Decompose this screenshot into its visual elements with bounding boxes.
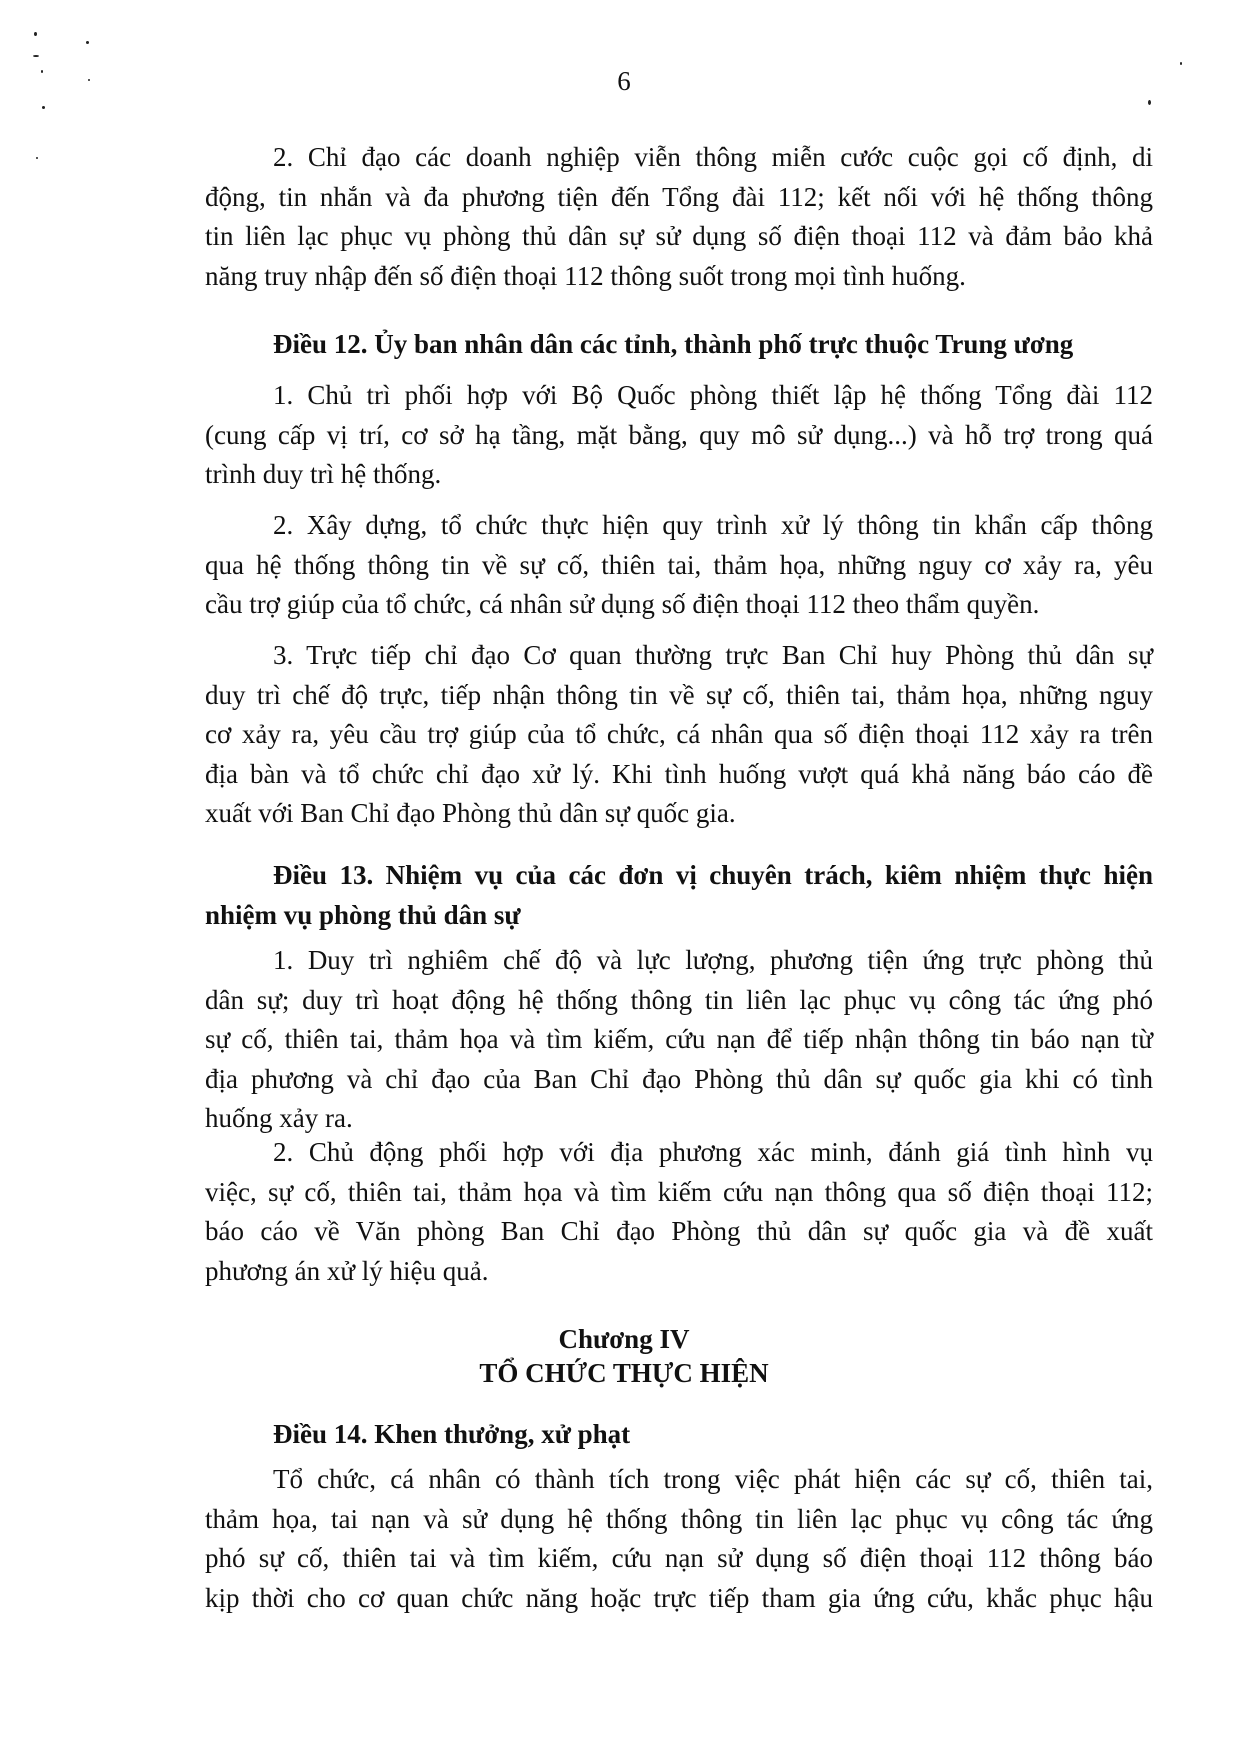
text-line: qua hệ thống thông tin về sự cố, thiên tai, thảm họa, những nguy cơ xảy ra, yêu [205,549,1153,580]
text-line: 2. Chủ động phối hợp với địa phương xác minh, đánh giá tình hình vụ [273,1137,1153,1167]
text-line: sự cố, thiên tai, thảm họa và tìm kiếm, cứu nạn để tiếp nhận thông tin báo nạn từ [205,1024,1153,1054]
scan-speck [34,32,37,36]
chapter-number: Chương IV [558,1324,690,1354]
article-13-heading [205,856,1153,935]
text-line: tin liên lạc phục vụ phòng thủ dân sự sử dụng số điện thoại 112 và đảm bảo khả [205,221,1153,251]
text-line: Điều 13. Nhiệm vụ của các đơn vị chuyên trách, kiêm nhiệm thực hiện [273,860,1153,890]
text-line: 3. Trực tiếp chỉ đạo Cơ quan thường trực Ban Chỉ huy Phòng thủ dân sự [273,640,1153,670]
scan-speck [1148,100,1151,105]
text-line: huống xảy ra. [205,1103,353,1133]
text-line: Tổ chức, cá nhân có thành tích trong việc phát hiện các sự cố, thiên tai, [273,1464,1153,1494]
text-line: Điều 12. Ủy ban nhân dân các tỉnh, thành phố trực thuộc Trung ương [273,329,1074,359]
text-line: động, tin nhắn và đa phương tiện đến Tổng đài 112; kết nối với hệ thống thông [205,181,1153,212]
text-line: phương án xử lý hiệu quả. [205,1255,489,1286]
text-line: 2. Chỉ đạo các doanh nghiệp viễn thông miễn cước cuộc gọi cố định, di [273,142,1153,172]
scan-speck [88,79,90,81]
article-12-heading [205,325,1153,365]
text-line: nhiệm vụ phòng thủ dân sự [205,899,521,930]
article-12-clause-2 [205,506,1153,625]
text-line: địa phương và chỉ đạo của Ban Chỉ đạo Phòng thủ dân sự quốc gia khi có tình [205,1063,1153,1094]
text-line: 2. Xây dựng, tổ chức thực hiện quy trình xử lý thông tin khẩn cấp thông [273,510,1153,540]
scan-speck [36,157,38,159]
text-line: thảm họa, tai nạn và sử dụng hệ thống thông tin liên lạc phục vụ công tác ứng [205,1503,1153,1534]
text-line: cơ xảy ra, yêu cầu trợ giúp của tổ chức, cá nhân qua số điện thoại 112 xảy ra trên [205,719,1153,749]
text-line: địa bàn và tổ chức chỉ đạo xử lý. Khi tình huống vượt quá khả năng báo cáo đề [205,758,1153,789]
text-line: Điều 14. Khen thưởng, xử phạt [273,1419,631,1449]
article-13-clause-2 [205,1133,1153,1291]
text-line: dân sự; duy trì hoạt động hệ thống thông tin liên lạc phục vụ công tác ứng phó [205,984,1153,1015]
scan-speck [86,41,89,44]
article-12-clause-3 [205,636,1153,834]
chapter-title: TỔ CHỨC THỰC HIỆN [479,1358,769,1388]
scan-speck [1180,62,1182,65]
scan-speck [42,106,45,109]
text-line: 1. Chủ trì phối hợp với Bộ Quốc phòng thiết lập hệ thống Tổng đài 112 [273,380,1153,410]
article-11-clause-2 [205,138,1153,296]
text-line: phó sự cố, thiên tai và tìm kiếm, cứu nạn sử dụng số điện thoại 112 thông báo [205,1543,1153,1573]
text-line: trình duy trì hệ thống. [205,459,442,489]
text-line: duy trì chế độ trực, tiếp nhận thông tin về sự cố, thiên tai, thảm họa, những nguy [205,679,1153,710]
article-13-clause-1 [205,941,1153,1139]
text-line: việc, sự cố, thiên tai, thảm họa và tìm kiếm cứu nạn thông qua số điện thoại 112; [205,1176,1153,1207]
text-line: báo cáo về Văn phòng Ban Chỉ đạo Phòng thủ dân sự quốc gia và đề xuất [205,1216,1153,1246]
article-12-clause-1 [205,376,1153,495]
scan-speck [41,70,43,73]
text-line: cầu trợ giúp của tổ chức, cá nhân sử dụng số điện thoại 112 theo thẩm quyền. [205,589,1040,619]
text-line: (cung cấp vị trí, cơ sở hạ tầng, mặt bằng, quy mô sử dụng...) và hỗ trợ trong quá [205,419,1153,450]
article-14-body [205,1460,1153,1618]
text-line: 1. Duy trì nghiêm chế độ và lực lượng, phương tiện ứng trực phòng thủ [273,945,1153,975]
page-number: 6 [617,66,631,96]
text-line: năng truy nhập đến số điện thoại 112 thông suốt trong mọi tình huống. [205,260,966,291]
scan-speck [33,55,39,57]
text-line: xuất với Ban Chỉ đạo Phòng thủ dân sự quốc gia. [205,798,736,828]
text-line: kịp thời cho cơ quan chức năng hoặc trực tiếp tham gia ứng cứu, khắc phục hậu [205,1582,1153,1613]
article-14-heading [205,1415,1153,1455]
